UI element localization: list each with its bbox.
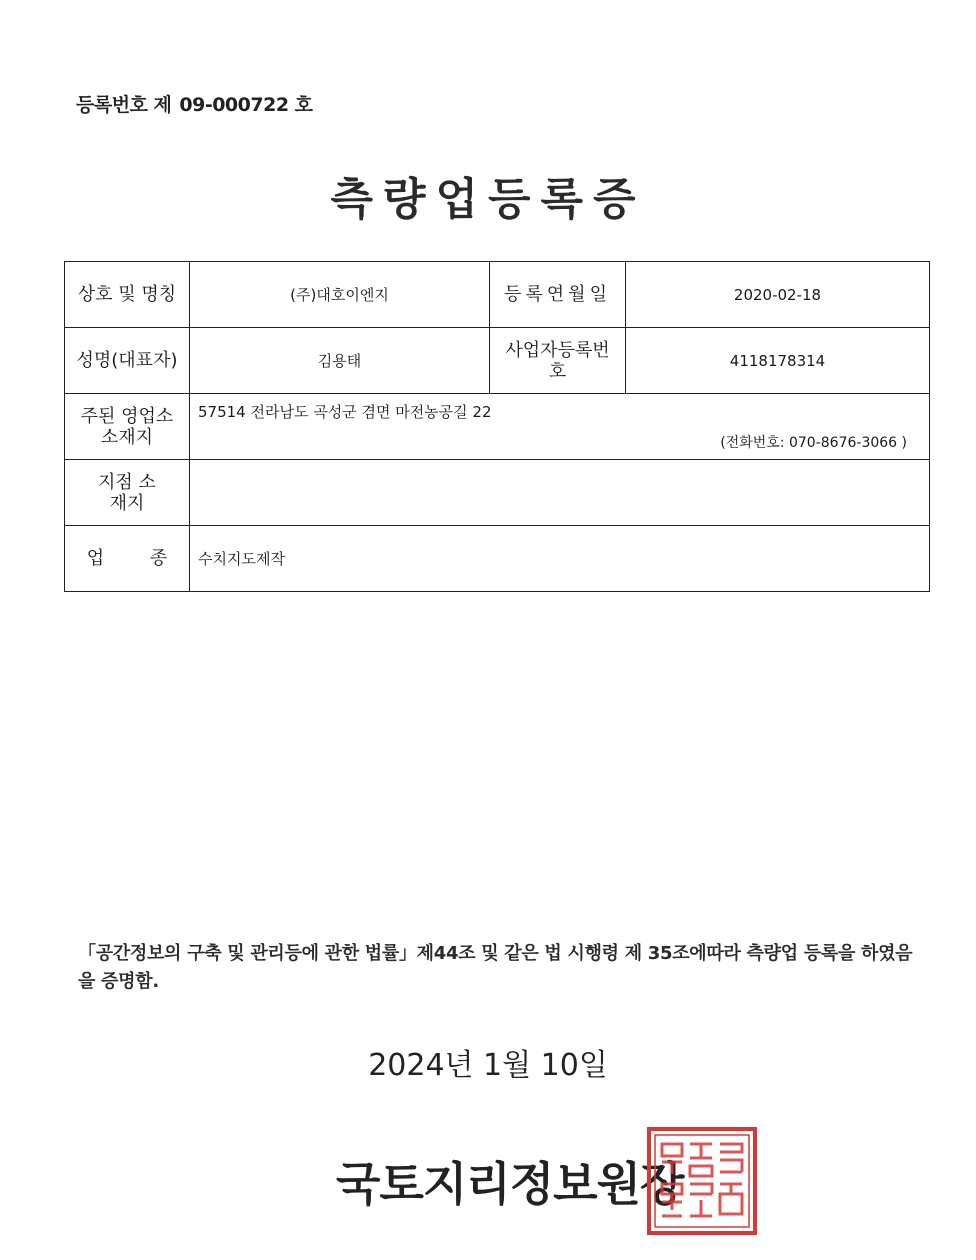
branch-value xyxy=(190,460,930,526)
table-row xyxy=(65,328,930,394)
registration-label: 등록번호 제 xyxy=(76,94,172,116)
registration-number xyxy=(76,90,313,117)
registration-value: 09-000722 호 xyxy=(179,94,313,116)
table-row xyxy=(65,262,930,328)
office-cell xyxy=(190,394,930,460)
office-phone: (전화번호: 070-8676-3066 ) xyxy=(720,435,907,451)
reg-date-label: 등록연월일 xyxy=(490,262,626,328)
document-title: 측량업등록증 xyxy=(330,174,646,225)
seal-icon xyxy=(646,1126,758,1236)
reg-date-value: 2020-02-18 xyxy=(626,262,930,328)
office-label: 주된 영업소 소재지 xyxy=(65,394,190,460)
business-number-value: 4118178314 xyxy=(626,328,930,394)
company-value: (주)대호이엔지 xyxy=(190,262,490,328)
issuer-name: 국토지리정보원장 xyxy=(336,1157,684,1211)
representative-label: 성명(대표자) xyxy=(65,328,190,394)
company-label: 상호 및 명칭 xyxy=(65,262,190,328)
table-row xyxy=(65,460,930,526)
business-number-label: 사업자등록번호 xyxy=(490,328,626,394)
branch-label: 지점 소재지 xyxy=(65,460,190,526)
certification-statement: 「공간정보의 구축 및 관리등에 관한 법률」제44조 및 같은 법 시행령 제 35조에따라 측량업 등록을 하였음을 증명함. xyxy=(78,943,913,992)
table-row xyxy=(65,394,930,460)
business-type-label: 업 종 xyxy=(65,526,190,592)
certificate-table xyxy=(64,261,930,592)
business-type-value: 수치지도제작 xyxy=(190,526,930,592)
official-seal xyxy=(646,1126,758,1240)
office-address: 57514 전라남도 곡성군 겸면 마전농공길 22 xyxy=(198,403,492,421)
table-row xyxy=(65,526,930,592)
issue-date: 2024년 1월 10일 xyxy=(368,1048,608,1083)
representative-value: 김용태 xyxy=(190,328,490,394)
